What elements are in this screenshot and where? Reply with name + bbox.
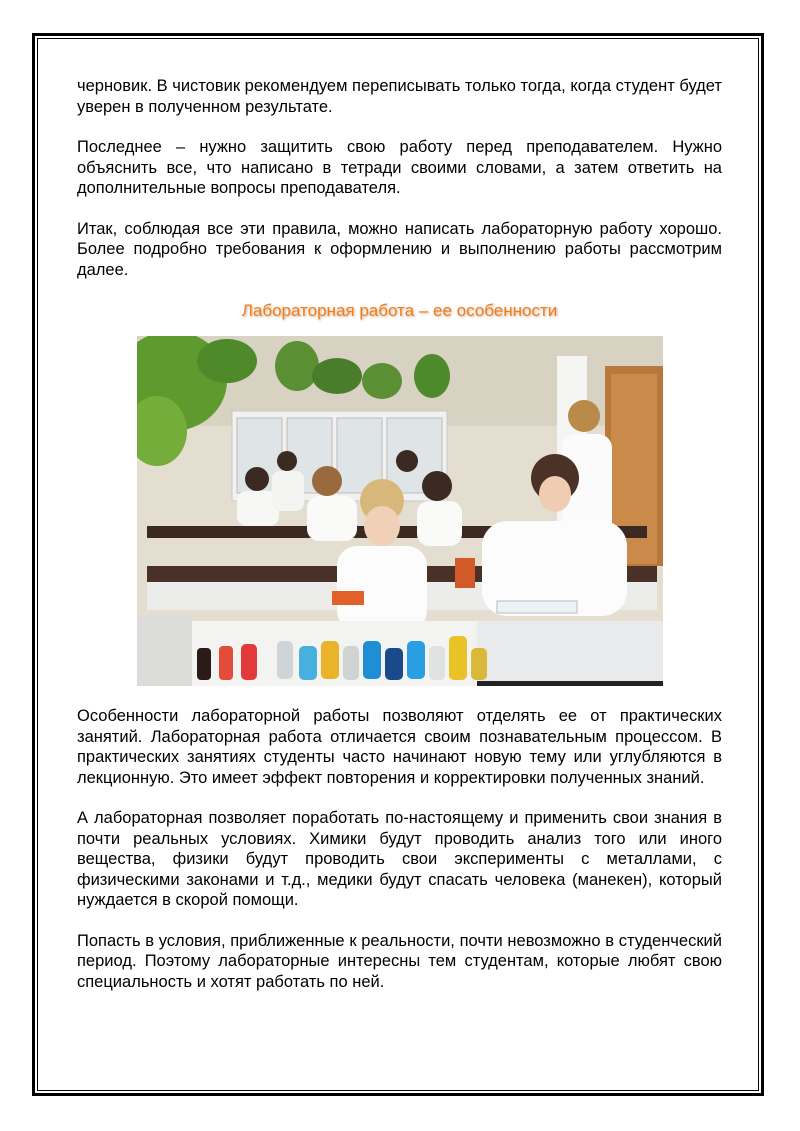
paragraph: Особенности лабораторной работы позволяют отделять ее от практических занятий. Лабораторная работа отличается своим познавательным процессом. В практических занятиях студенты часто начинают новую тему или углубляются в лекционную. Это имеет эффект повторения и корректировки полученных знаний. — [77, 707, 722, 787]
paragraph: черновик. В чистовик рекомендуем переписывать только тогда, когда студент будет уверен в полученном результате. — [77, 77, 722, 116]
section-heading: Лабораторная работа – ее особенности — [241, 301, 558, 320]
lab-photo — [137, 336, 663, 686]
paragraph: Итак, соблюдая все эти правила, можно написать лабораторную работу хорошо. Более подробно требования к оформлению и выполнению работы рассмотрим далее. — [77, 219, 722, 279]
paragraph: Попасть в условия, приближенные к реальности, почти невозможно в студенческий период. Поэтому лабораторные интересны тем студентам, которые любят свою специальность и хотят работать по ней. — [77, 931, 722, 991]
paragraph: Последнее – нужно защитить свою работу перед преподавателем. Нужно объяснить все, что написано в тетради своими словами, а затем ответить на дополнительные вопросы преподавателя. — [77, 138, 722, 197]
document-body — [77, 76, 722, 1012]
paragraph: А лабораторная позволяет поработать по-настоящему и применить свои знания в почти реальных условиях. Химики будут проводить анализ того или иного вещества, физики будут проводить свои эксперименты с металлами, с физическими законами и т.д., медики будут спасать человека (манекен), который нуждается в скорой помощи. — [77, 809, 722, 909]
